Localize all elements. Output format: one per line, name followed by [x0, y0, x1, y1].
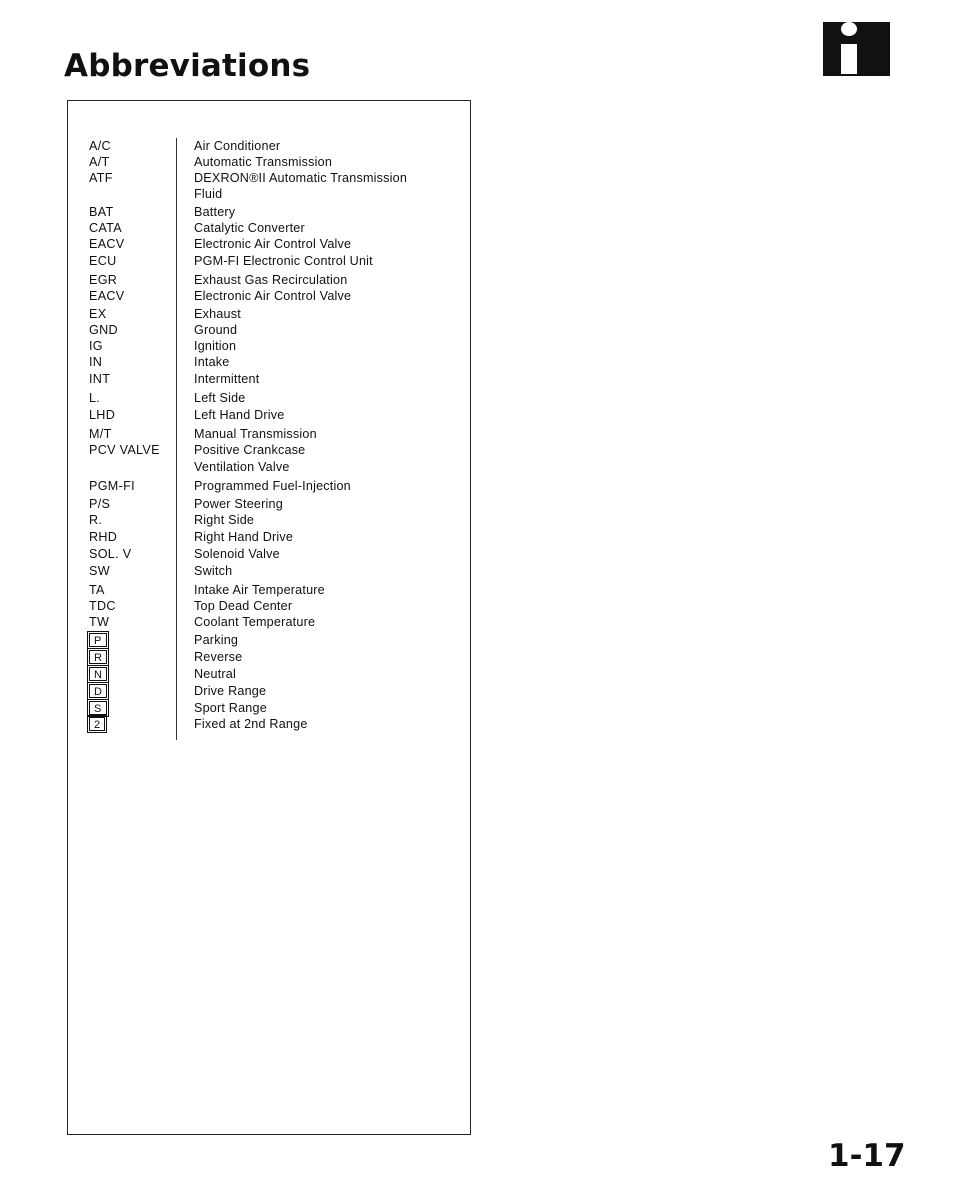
abbreviation-meaning: Fixed at 2nd Range: [194, 717, 308, 731]
abbreviation-term: GND: [89, 323, 118, 337]
abbreviation-term: TA: [89, 583, 105, 597]
abbreviation-term: LHD: [89, 408, 116, 422]
abbreviation-meaning: Manual Transmission: [194, 427, 317, 441]
abbreviation-meaning: Drive Range: [194, 684, 267, 698]
abbreviation-term: TDC: [89, 599, 116, 613]
abbreviation-term: ECU: [89, 254, 117, 268]
abbreviation-term: ATF: [89, 171, 113, 185]
abbreviation-term: EACV: [89, 289, 125, 303]
abbreviation-row: [0, 154, 960, 170]
abbreviation-meaning: Electronic Air Control Valve: [194, 289, 352, 303]
abbreviation-meaning: Sport Range: [194, 701, 267, 715]
abbreviation-row: [0, 204, 960, 220]
abbreviation-row: [0, 632, 960, 648]
abbreviation-row: [0, 716, 960, 732]
abbreviation-meaning: PGM-FI Electronic Control Unit: [194, 254, 373, 268]
abbreviation-term: IN: [89, 355, 103, 369]
abbreviation-term: SW: [89, 564, 110, 578]
abbreviation-row: [0, 272, 960, 288]
abbreviation-meaning: Positive Crankcase: [194, 443, 306, 457]
abbreviation-meaning: Ground: [194, 323, 238, 337]
abbreviation-meaning: Automatic Transmission: [194, 155, 333, 169]
shift-position-symbol: [89, 683, 107, 699]
abbreviation-row: [0, 322, 960, 338]
abbreviation-row: [0, 390, 960, 406]
abbreviation-row: [0, 306, 960, 322]
abbreviation-meaning: Catalytic Converter: [194, 221, 305, 235]
page-number: 1-17: [828, 1138, 906, 1174]
info-icon-dot: [841, 22, 857, 36]
abbreviation-row: [0, 649, 960, 665]
abbreviation-meaning: Coolant Temperature: [194, 615, 316, 629]
shift-position-symbol: [89, 700, 107, 716]
abbreviation-row: [0, 288, 960, 304]
abbreviation-meaning: Battery: [194, 205, 236, 219]
abbreviation-row: [0, 598, 960, 614]
abbreviation-row: [0, 614, 960, 630]
abbreviation-row: [0, 666, 960, 682]
abbreviation-meaning: DEXRON®II Automatic Transmission: [194, 171, 408, 185]
abbreviation-meaning: Switch: [194, 564, 233, 578]
abbreviation-row: [0, 220, 960, 236]
abbreviation-row: [0, 186, 960, 202]
abbreviation-row: [0, 512, 960, 528]
abbreviation-term: L.: [89, 391, 101, 405]
abbreviation-meaning: Top Dead Center: [194, 599, 293, 613]
abbreviation-meaning: Exhaust: [194, 307, 241, 321]
boxed-letter: S: [89, 701, 107, 715]
abbreviation-meaning: Reverse: [194, 650, 243, 664]
abbreviation-row: [0, 529, 960, 545]
page-title: Abbreviations: [64, 48, 311, 84]
boxed-letter: N: [89, 667, 107, 681]
abbreviation-meaning: Left Hand Drive: [194, 408, 285, 422]
abbreviation-row: [0, 407, 960, 423]
abbreviation-row: [0, 478, 960, 494]
abbreviation-meaning: Neutral: [194, 667, 236, 681]
shift-position-symbol: [89, 716, 105, 732]
abbreviation-meaning: Left Side: [194, 391, 246, 405]
abbreviation-meaning: Air Conditioner: [194, 139, 281, 153]
abbreviation-term: A/C: [89, 139, 111, 153]
shift-position-symbol: [89, 666, 107, 682]
boxed-letter: D: [89, 684, 107, 698]
abbreviation-term: INT: [89, 372, 111, 386]
abbreviation-meaning: Exhaust Gas Recirculation: [194, 273, 348, 287]
abbreviation-term: EACV: [89, 237, 125, 251]
abbreviation-row: [0, 546, 960, 562]
abbreviation-term: TW: [89, 615, 110, 629]
shift-position-symbol: [89, 649, 107, 665]
abbreviation-meaning: Ignition: [194, 339, 237, 353]
abbreviation-row: [0, 354, 960, 370]
abbreviation-row: [0, 236, 960, 252]
abbreviation-meaning: Parking: [194, 633, 239, 647]
info-icon-stem: [841, 44, 857, 74]
abbreviation-meaning: Fluid: [194, 187, 223, 201]
abbreviation-term: BAT: [89, 205, 114, 219]
abbreviation-row: [0, 371, 960, 387]
abbreviation-meaning: Programmed Fuel-Injection: [194, 479, 351, 493]
abbreviation-row: [0, 496, 960, 512]
boxed-letter: 2: [89, 717, 105, 731]
boxed-letter: R: [89, 650, 107, 664]
abbreviation-row: [0, 442, 960, 458]
abbreviation-meaning: Intermittent: [194, 372, 260, 386]
abbreviation-term: A/T: [89, 155, 110, 169]
abbreviation-term: M/T: [89, 427, 112, 441]
abbreviation-term: RHD: [89, 530, 118, 544]
boxed-letter: P: [89, 633, 107, 647]
abbreviation-row: [0, 683, 960, 699]
abbreviation-row: [0, 253, 960, 269]
abbreviation-term: CATA: [89, 221, 122, 235]
abbreviation-term: IG: [89, 339, 103, 353]
abbreviation-meaning: Intake: [194, 355, 230, 369]
abbreviation-row: [0, 170, 960, 186]
abbreviation-row: [0, 459, 960, 475]
abbreviation-meaning: Ventilation Valve: [194, 460, 290, 474]
abbreviation-term: SOL. V: [89, 547, 132, 561]
shift-position-symbol: [89, 632, 107, 648]
abbreviation-meaning: Right Hand Drive: [194, 530, 294, 544]
abbreviation-row: [0, 563, 960, 579]
abbreviation-meaning: Power Steering: [194, 497, 283, 511]
abbreviation-term: EGR: [89, 273, 118, 287]
abbreviation-term: PCV VALVE: [89, 443, 160, 457]
abbreviation-row: [0, 582, 960, 598]
abbreviation-meaning: Electronic Air Control Valve: [194, 237, 352, 251]
abbreviation-row: [0, 138, 960, 154]
abbreviation-term: P/S: [89, 497, 111, 511]
abbreviation-term: R.: [89, 513, 103, 527]
abbreviation-term: PGM-FI: [89, 479, 135, 493]
abbreviation-meaning: Intake Air Temperature: [194, 583, 325, 597]
info-icon: [823, 22, 890, 76]
abbreviation-row: [0, 426, 960, 442]
abbreviation-row: [0, 700, 960, 716]
abbreviation-row: [0, 338, 960, 354]
abbreviation-term: EX: [89, 307, 107, 321]
abbreviation-meaning: Solenoid Valve: [194, 547, 280, 561]
abbreviation-meaning: Right Side: [194, 513, 255, 527]
